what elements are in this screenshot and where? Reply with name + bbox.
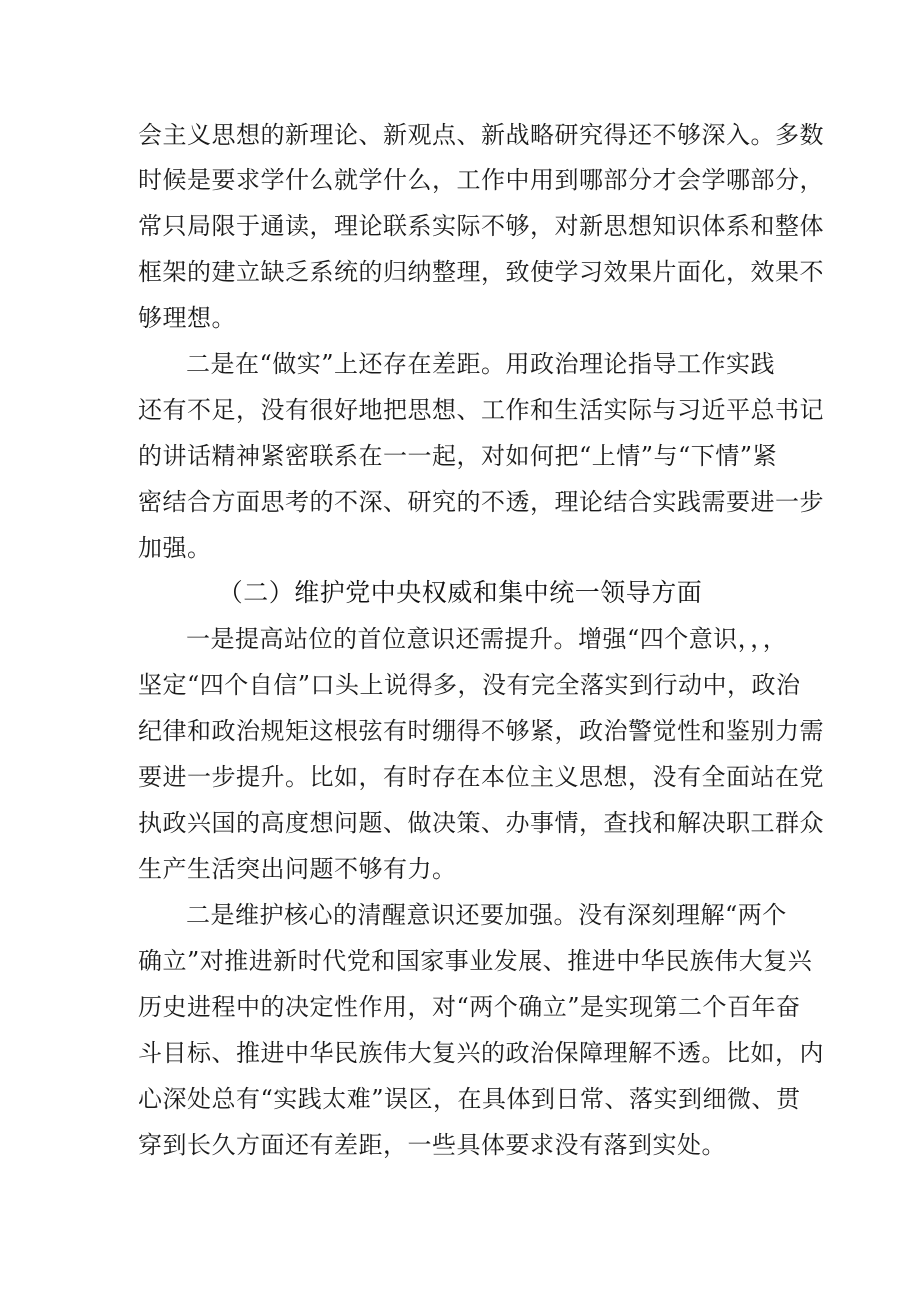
text-line: 执政兴国的高度想问题、做决策、办事情，查找和解决职工群众 — [138, 809, 824, 837]
text-line: 确立”对推进新时代党和国家事业发展、推进中华民族伟大复兴 — [138, 947, 813, 975]
text-line: 二是维护核心的清醒意识还要加强。没有深刻理解“两个 — [186, 901, 787, 929]
text-line: 一是提高站位的首位意识还需提升。增强“四个意识，，， — [186, 625, 788, 653]
text-line: 加强。 — [138, 534, 212, 562]
text-line: 会主义思想的新理论、新观点、新战略研究得还不够深入。多数 — [138, 121, 824, 149]
text-line: 框架的建立缺乏系统的归纳整理，致使学习效果片面化，效果不 — [138, 258, 824, 286]
text-line: 二是在“做实”上还存在差距。用政治理论指导工作实践 — [186, 350, 776, 378]
text-line: 要进一步提升。比如，有时存在本位主义思想，没有全面站在党 — [138, 763, 824, 791]
text-line: 够理想。 — [138, 304, 236, 332]
text-line: 还有不足，没有很好地把思想、工作和生活实际与习近平总书记 — [138, 396, 824, 424]
text-line: 穿到长久方面还有差距，一些具体要求没有落到实处。 — [138, 1131, 726, 1159]
text-line: 生产生活突出问题不够有力。 — [138, 855, 457, 883]
text-line: 常只局限于通读，理论联系实际不够，对新思想知识体系和整体 — [138, 212, 824, 240]
text-line: 斗目标、推进中华民族伟大复兴的政治保障理解不透。比如，内 — [138, 1039, 824, 1067]
text-line: 坚定“四个自信”口头上说得多，没有完全落实到行动中，政治 — [138, 671, 801, 699]
text-line: 的讲话精神紧密联系在一一起，对如何把“上情”与“下情”紧 — [138, 442, 778, 470]
text-line: 心深处总有“实践太难”误区，在具体到日常、落实到细微、贯 — [138, 1085, 801, 1113]
section-heading: （二）维护党中央权威和集中统一领导方面 — [217, 578, 703, 607]
text-line: 纪律和政治规矩这根弦有时绷得不够紧，政治警觉性和鉴别力需 — [138, 717, 824, 745]
text-line: 历史进程中的决定性作用，对“两个确立”是实现第二个百年奋 — [138, 993, 801, 1021]
text-line: 密结合方面思考的不深、研究的不透，理论结合实践需要进一步 — [138, 488, 824, 516]
text-line: 时候是要求学什么就学什么，工作中用到哪部分才会学哪部分， — [138, 166, 824, 194]
